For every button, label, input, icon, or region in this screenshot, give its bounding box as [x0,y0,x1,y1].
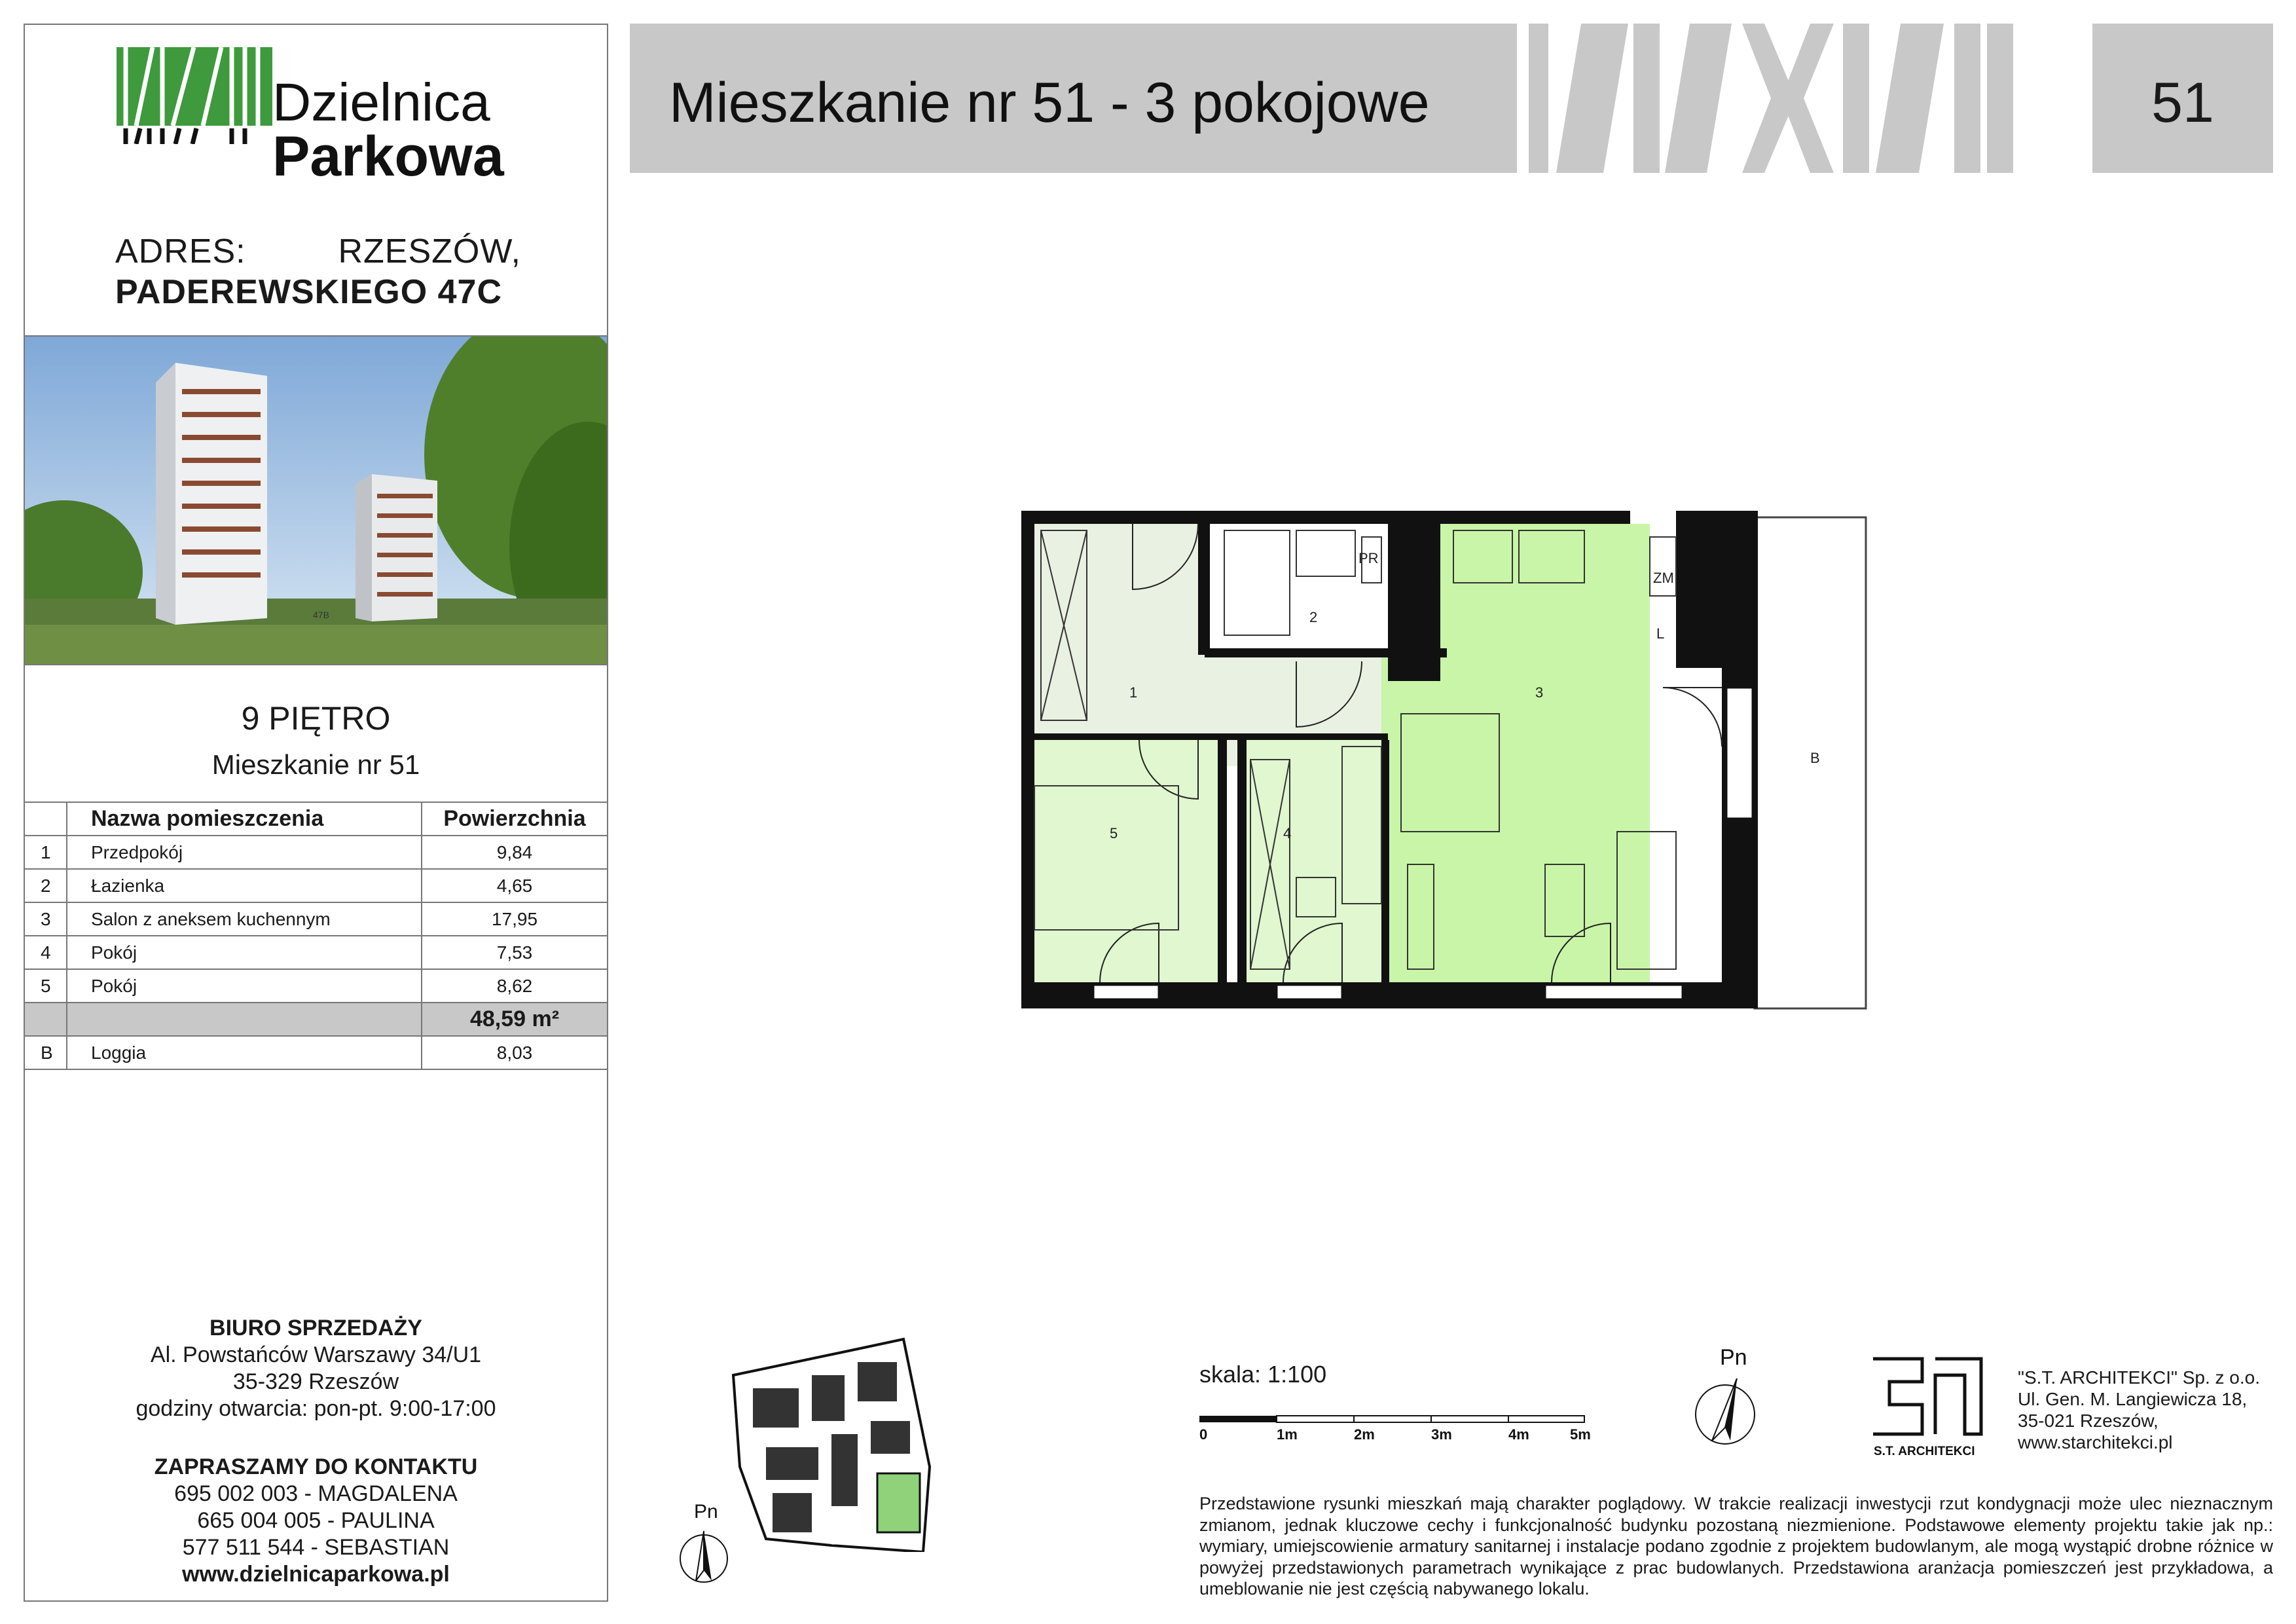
building-sign: 47B [313,610,329,620]
total-area: 48,59 m² [422,1003,607,1036]
address-label: ADRES: [115,232,246,270]
brand-logo-mark [117,47,272,144]
sales-office-street: Al. Powstańców Warszawy 34/U1 [150,1342,482,1367]
scale-tick: 1m [1277,1426,1298,1443]
decorative-stripes [1529,24,2069,173]
contact-phone[interactable]: 577 511 544 - SEBASTIAN [182,1535,450,1560]
scale-tick: 0 [1199,1426,1208,1443]
sales-office [25,1315,607,1422]
sales-office-title: BIURO SPRZEDAŻY [210,1316,422,1340]
sales-office-hours: godziny otwarcia: pon-pt. 9:00-17:00 [136,1396,496,1421]
architect-logo-text: S.T. ARCHITEKCI [1874,1445,1975,1458]
table-row: 1 Przedpokój 9,84 [25,836,607,869]
fixture-label-zm: ZM [1653,570,1674,586]
room-label-1: 1 [1129,684,1138,701]
room-label-4: 4 [1283,825,1292,841]
rooms-table [25,802,607,1070]
header-area: Powierzchnia [422,802,607,836]
address-city: RZESZÓW, [338,232,521,270]
architect-logo [1870,1356,1988,1460]
apartment-label: Mieszkanie nr 51 [211,749,420,780]
north-label: Pn [694,1501,718,1522]
floor-plan [1008,498,1886,1022]
room-label-5: 5 [1110,825,1118,841]
key-plan-highlight [877,1473,920,1532]
building-photo [25,335,607,665]
room-label-3: 3 [1535,684,1544,701]
table-total-row [25,1003,607,1036]
website-link[interactable]: www.dzielnicaparkowa.pl [182,1562,450,1587]
floor-label: 9 PIĘTRO [241,700,391,737]
page-title: Mieszkanie nr 51 - 3 pokojowe [669,71,1430,134]
address-street: PADEREWSKIEGO 47C [115,273,503,311]
room-label-2: 2 [1309,609,1318,625]
sales-office-city: 35-329 Rzeszów [232,1369,399,1394]
contact-phone[interactable]: 695 002 003 - MAGDALENA [174,1481,458,1506]
building-key-plan [727,1336,989,1552]
scale-tick: 5m [1570,1426,1591,1443]
architect-website[interactable]: www.starchitekci.pl [2018,1432,2173,1452]
disclaimer: Przedstawione rysunki mieszkań mają charakter poglądowy. W trakcie realizacji inwestycji rzut kondygnacji może ulec nieznacznym zmianom, jednak kluczowe cechy i funkcjonalność budynku pozostaną niezmienione. Podstawowe elementy projektu takie jak np.: wymiary, umiejscowienie armatury sanitarnej i instalacje podano zgodnie z projektem budowlanym, ale mogą wystąpić drobne różnice w powyżej przedstawionych parametrach wynikające z prac budowlanych. Przedstawiona aranżacja pomieszczeń jest przykładowa, a umeblowanie nie jest częścią nabywanego lokalu. [1199,1494,2273,1598]
table-row: 3 Salon z aneksem kuchennym 17,95 [25,902,607,936]
architect-street: Ul. Gen. M. Langiewicza 18, [2018,1389,2248,1409]
brand-name-line2: Parkowa [272,125,504,188]
room-5 [1028,740,1224,995]
architect-city: 35-021 Rzeszów, [2018,1411,2159,1431]
scale-label: skala: 1:100 [1199,1361,1327,1388]
north-arrow-icon [1686,1342,1764,1447]
table-header-row [25,802,607,836]
scale-tick: 4m [1508,1426,1529,1443]
scale-tick: 2m [1354,1426,1375,1443]
table-row: 4 Pokój 7,53 [25,936,607,969]
table-row-loggia: B Loggia 8,03 [25,1036,607,1069]
fixture-label-l: L [1656,625,1665,642]
table-row: 2 Łazienka 4,65 [25,869,607,902]
room-label-b: B [1810,750,1820,766]
contact-block [25,1454,607,1588]
header-room-name: Nazwa pomieszczenia [67,802,422,836]
contact-phone[interactable]: 665 004 005 - PAULINA [197,1508,435,1533]
table-row: 5 Pokój 8,62 [25,969,607,1003]
north-label: Pn [1720,1345,1747,1370]
north-arrow-icon [674,1500,733,1585]
room-4 [1237,740,1388,995]
info-panel [24,24,608,1602]
brand-name-line1: Dzielnica [272,73,490,132]
address-line [115,232,521,271]
architect-info [2018,1367,2260,1453]
apartment-number: 51 [2151,71,2214,134]
fixture-label-pr: PR [1358,550,1379,566]
scale-tick: 3m [1431,1426,1452,1443]
scale-bar [1198,1413,1591,1459]
contact-title: ZAPRASZAMY DO KONTAKTU [154,1454,478,1479]
architect-name: "S.T. ARCHITEKCI" Sp. z o.o. [2018,1367,2260,1388]
